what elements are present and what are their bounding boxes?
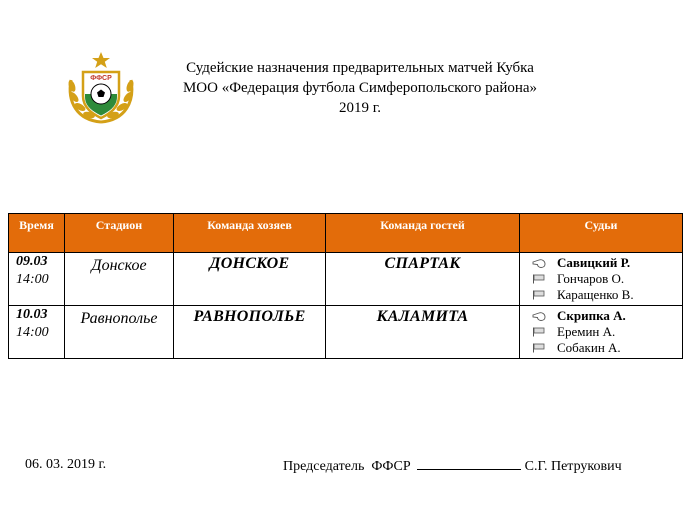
- match-date: 09.03: [16, 254, 48, 269]
- home-team-cell: [174, 253, 326, 306]
- signature-block: [283, 457, 622, 475]
- home-team-name: ДОНСКОЕ: [209, 255, 290, 272]
- table-header-row: [9, 214, 683, 253]
- referee-name: Савицкий Р.: [557, 255, 631, 270]
- flag-icon: [532, 290, 546, 300]
- match-date: 10.03: [16, 307, 48, 322]
- stadium-name: Равнополье: [80, 310, 158, 327]
- referee-assistant: [532, 324, 682, 340]
- column-header-stadium: Стадион: [65, 214, 174, 253]
- svg-text:ФФСР: ФФСР: [90, 75, 112, 82]
- referee-main: [532, 255, 682, 271]
- flag-icon: [532, 343, 546, 353]
- whistle-icon: [532, 311, 546, 321]
- document-date: 06. 03. 2019 г.: [25, 457, 107, 472]
- header-line-2: МОО «Федерация футбола Симферопольского района»: [182, 80, 538, 96]
- referees-cell: [520, 253, 683, 306]
- header-line-1: Судейские назначения предварительных матчей Кубка: [186, 60, 534, 76]
- signer-name: С.Г. Петрукович: [524, 459, 622, 474]
- federation-logo: [63, 50, 139, 126]
- referee-assistant: [532, 271, 682, 287]
- time-cell: [9, 306, 65, 359]
- stadium-name: Донское: [91, 257, 147, 274]
- column-header-time: Время: [9, 214, 65, 253]
- away-team-name: СПАРТАК: [384, 255, 461, 272]
- header-line-3: 2019 г.: [339, 100, 381, 116]
- stadium-cell: [65, 306, 174, 359]
- referee-name: Скрипка А.: [557, 308, 626, 323]
- column-header-away-team: Команда гостей: [326, 214, 520, 253]
- flag-icon: [532, 274, 546, 284]
- schedule-table: [8, 213, 683, 359]
- table-row: [9, 253, 683, 306]
- column-header-referees: Судьи: [520, 214, 683, 253]
- away-team-cell: [326, 306, 520, 359]
- match-time: 14:00: [16, 325, 49, 340]
- stadium-cell: [65, 253, 174, 306]
- signer-title: Председатель ФФСР: [283, 459, 411, 474]
- home-team-name: РАВНОПОЛЬЕ: [193, 308, 306, 325]
- referee-assistant: [532, 287, 682, 303]
- flag-icon: [532, 327, 546, 337]
- match-time: 14:00: [16, 272, 49, 287]
- whistle-icon: [532, 258, 546, 268]
- home-team-cell: [174, 306, 326, 359]
- signature-line: [417, 457, 521, 470]
- document-header: [140, 58, 580, 118]
- away-team-name: КАЛАМИТА: [376, 308, 469, 325]
- referee-assistant: [532, 340, 682, 356]
- referee-name: Собакин А.: [557, 340, 621, 355]
- table-row: [9, 306, 683, 359]
- referee-name: Гончаров О.: [557, 271, 625, 286]
- referees-cell: [520, 306, 683, 359]
- time-cell: [9, 253, 65, 306]
- referee-name: Каращенко В.: [557, 287, 634, 302]
- column-header-home-team: Команда хозяев: [174, 214, 326, 253]
- away-team-cell: [326, 253, 520, 306]
- referee-main: [532, 308, 682, 324]
- referee-name: Еремин А.: [557, 324, 616, 339]
